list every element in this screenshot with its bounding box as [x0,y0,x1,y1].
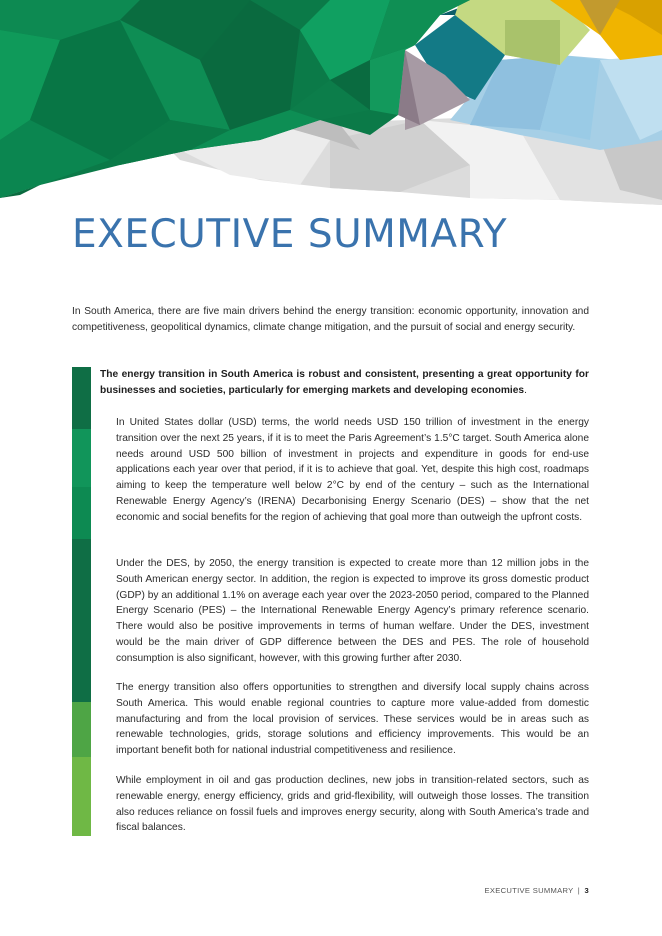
accent-bar-segment [72,757,91,836]
accent-bar-segment [72,539,91,702]
page-title: EXECUTIVE SUMMARY [72,212,508,257]
page-number: 3 [584,886,589,895]
page-footer [485,886,589,895]
accent-bar-segment [72,702,91,757]
footer-separator: | [577,886,581,895]
accent-bar-segment [72,487,91,539]
accent-bar-segment [72,429,91,487]
body-paragraph-employment: While employment in oil and gas production declines, new jobs in transition-related sectors, such as renewable energy, energy efficiency, grids and grid-flexibility, will outweigh those losses. The transition also reduces reliance on fossil fuels and improves energy security, along with South America’s trade and fiscal balances. [116,775,589,834]
accent-bar-segment [72,367,91,429]
key-message-period: . [524,384,527,396]
key-message-callout [100,367,589,399]
footer-section-label: EXECUTIVE SUMMARY [484,886,574,895]
body-paragraph-investment: In United States dollar (USD) terms, the world needs USD 150 trillion of investment in the energy transition over the next 25 years, if it is to meet the Paris Agreement’s 1.5°C target. South America alone needs around USD 500 billion of investment in projects and expenditure in goods for end-use applications each year over that period, if it is to achieve that goal. Yet, despite this high cost, roadmaps aiming to keep the temperature well below 2°C by end of the century – such as the International Renewable Energy Agency’s (IRENA) Decarbonising Energy Scenario (DES) – show that the net economic and social benefits for the region of achieving that goal more than outweigh the upfront costs. [116,417,589,523]
key-message-text: The energy transition in South America is robust and consistent, presenting a great opportunity for businesses and societies, particularly for emerging markets and developing economies [100,369,589,396]
decorative-header-banner [0,0,662,215]
body-paragraph-jobs-gdp: Under the DES, by 2050, the energy transition is expected to create more than 12 million jobs in the South American energy sector. In addition, the region is expected to improve its gross domestic product (GDP) by an additional 1.1% on average each year over the 2023-2050 period, compared to the Planned Energy Scenario (PES) – the International Renewable Energy Agency’s primary reference scenario. There would also be positive improvements in terms of human welfare. Under the DES, investment would be the main driver of GDP difference between the DES and PES. The role of household consumption is also significant, however, with this growing further after 2030. [116,558,589,664]
intro-paragraph: In South America, there are five main drivers behind the energy transition: economic opportunity, innovation and competitiveness, geopolitical dynamics, climate change mitigation, and the pursuit of social and energy security. [72,306,589,333]
accent-sidebar-bar [72,367,91,836]
body-paragraph-supply-chains: The energy transition also offers opportunities to strengthen and diversify local supply chains across South America. This would enable regional countries to capture more value-added from domestic manufacturing and from the local provision of services. These services would be in areas such as renewable technologies, grids, storage solutions and efficiency improvements. This would be an important benefit both for national industrial competitiveness and resilience. [116,682,589,757]
